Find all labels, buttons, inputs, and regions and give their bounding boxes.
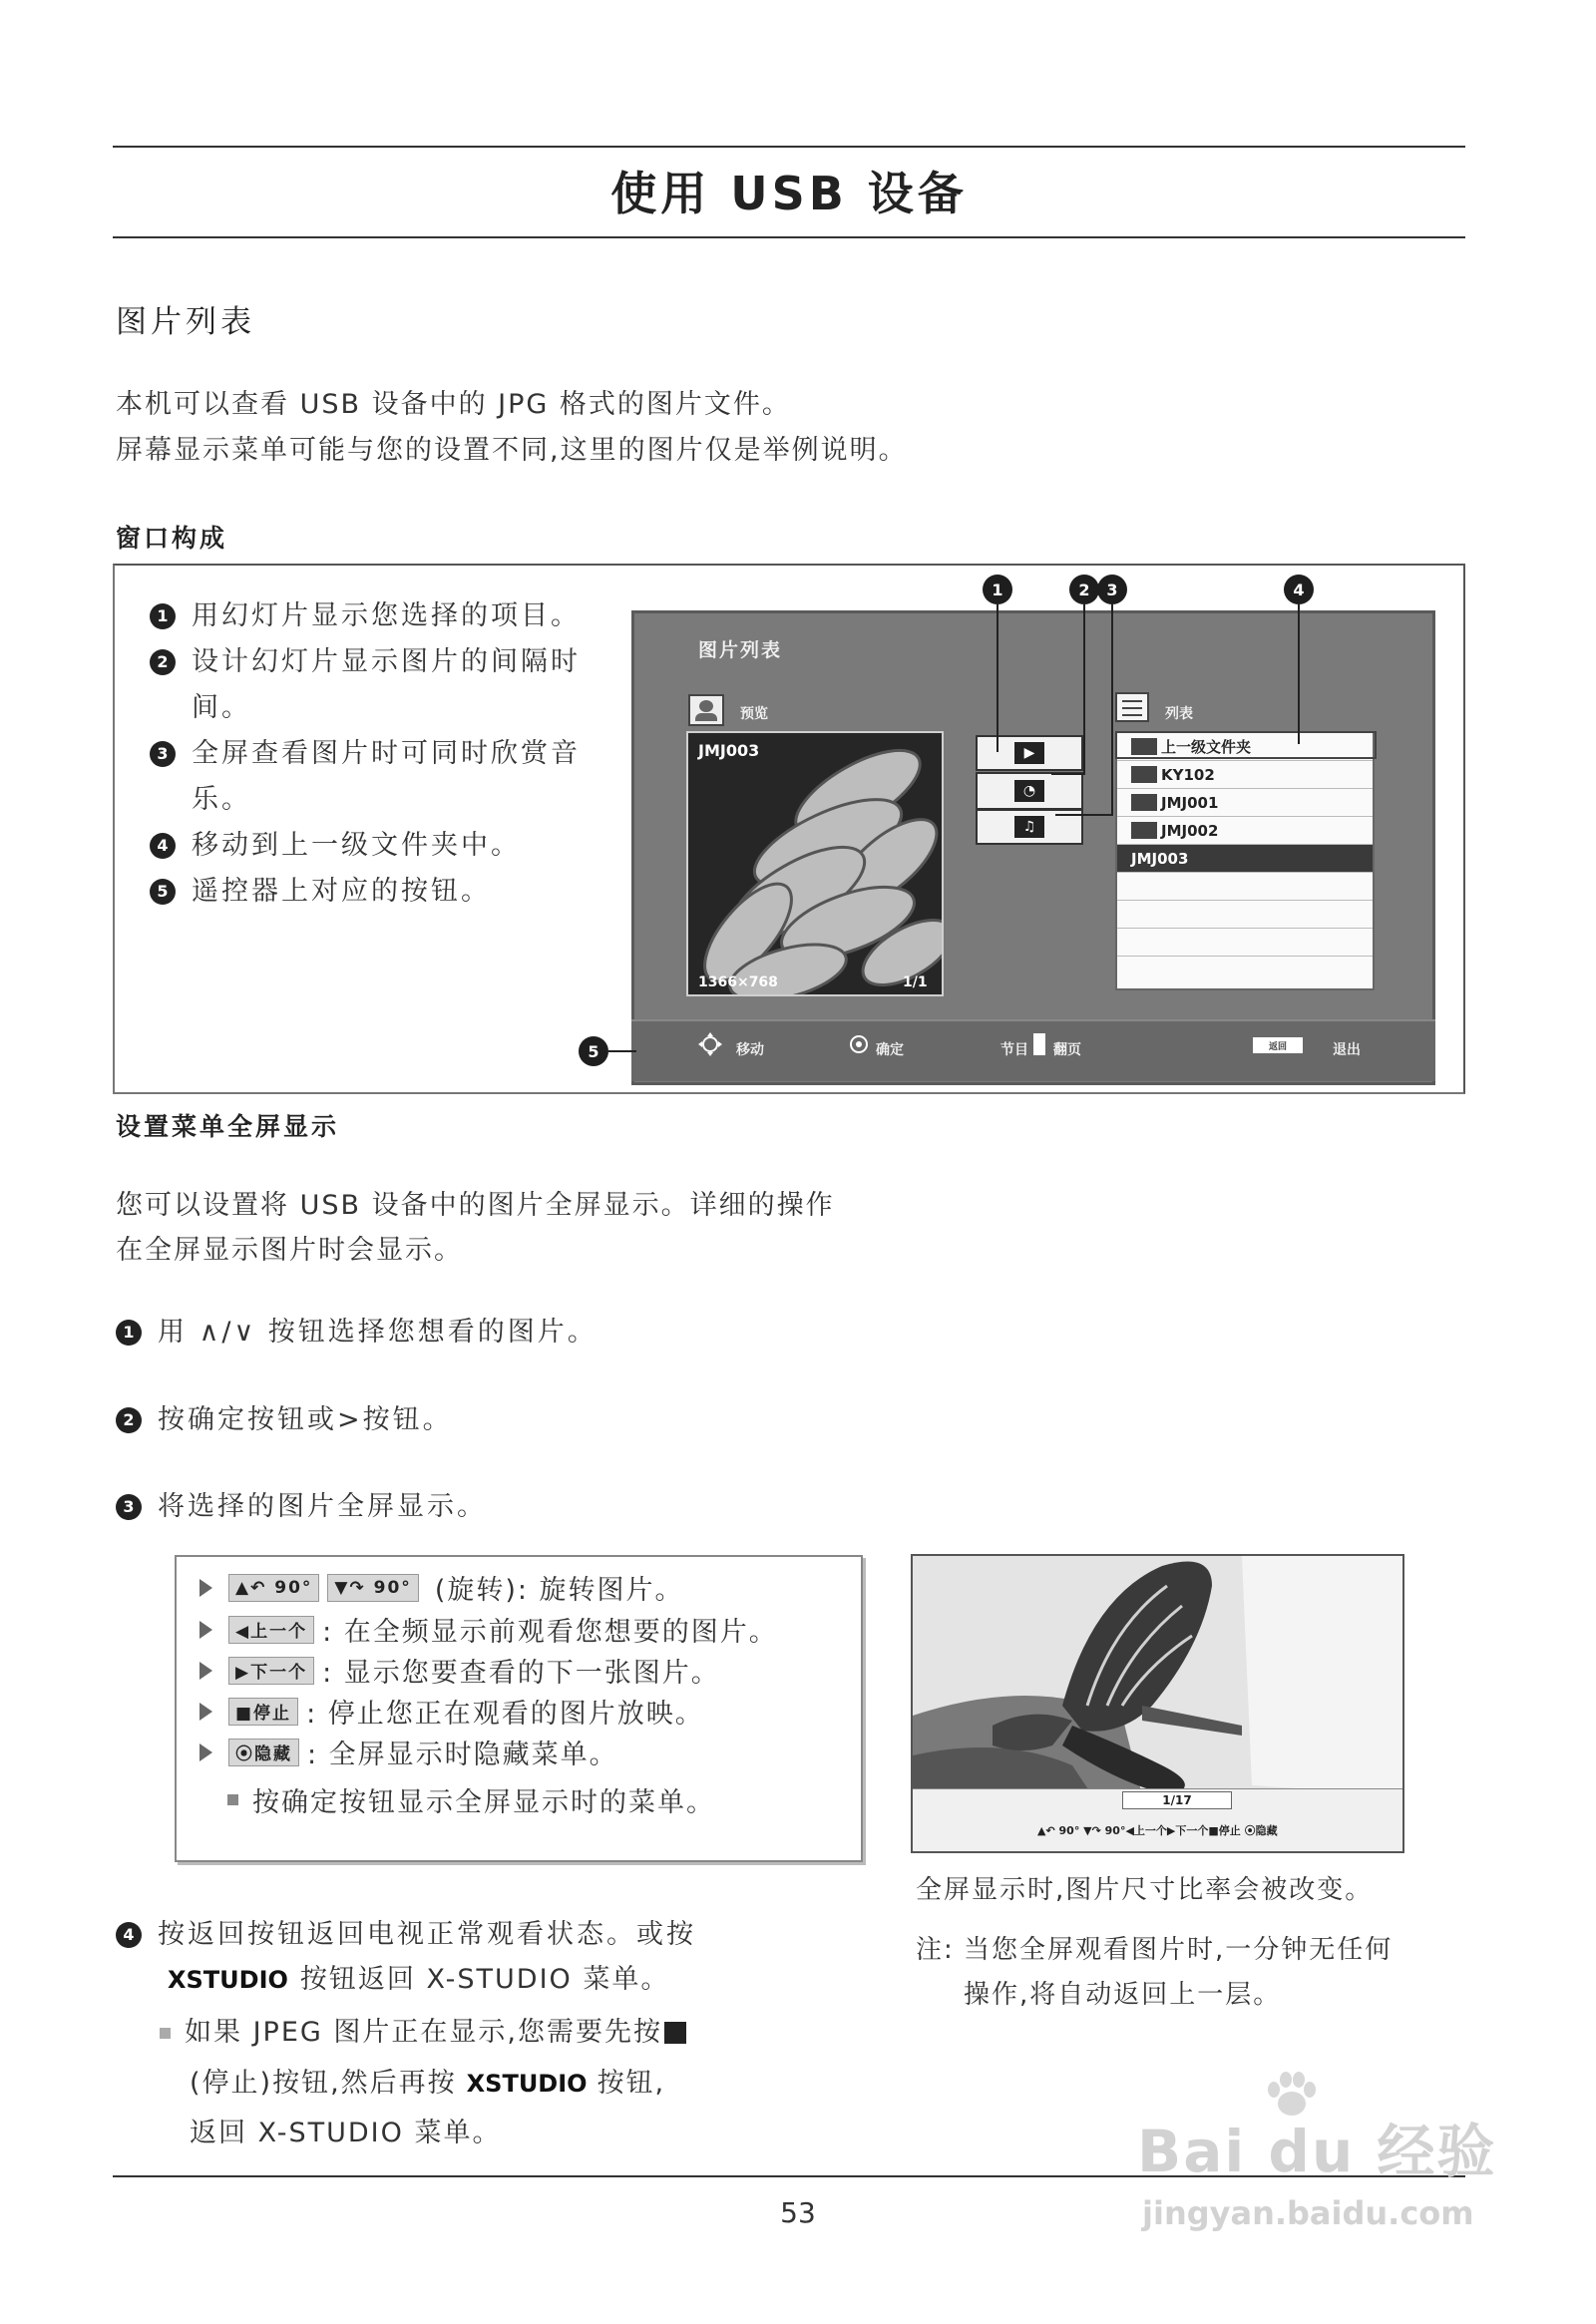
window-item-2-cont: 间。 <box>192 692 251 723</box>
paw-logo-icon <box>1262 2070 1322 2120</box>
parent-folder-highlight <box>1115 731 1377 759</box>
rotate-right-key: ▼↷ 90° <box>327 1574 418 1602</box>
slideshow-button[interactable] <box>976 735 1083 771</box>
callout-line-3 <box>1111 604 1113 816</box>
window-item-5: 5 遥控器上对应的按钮。 <box>150 869 628 915</box>
callout-4: 4 <box>1284 575 1314 604</box>
exit-label: 退出 <box>1333 1042 1361 1058</box>
bullet-square-icon <box>160 2028 171 2039</box>
watermark-brand: Bai du 经验 <box>1137 2118 1497 2185</box>
photo-caption: 全屏显示时,图片尺寸比率会被改变。 <box>916 1875 1374 1905</box>
preview-resolution: 1366×768 <box>698 974 778 990</box>
file-row-empty <box>1117 957 1373 984</box>
fullscreen-page: 1/17 <box>1122 1791 1232 1809</box>
page-number: 53 <box>780 2196 816 2229</box>
list-icon <box>1115 692 1149 722</box>
file-row-parent[interactable]: 上一级文件夹 <box>1117 733 1373 761</box>
file-row-selected[interactable]: JMJ003 <box>1117 845 1373 873</box>
callout-5: 5 <box>579 1036 608 1066</box>
instruction-prev: ◀上一个 : 在全频显示前观看您想要的图片。 <box>200 1610 778 1649</box>
preview-icon <box>688 694 724 726</box>
callout-line-2h <box>1051 773 1085 775</box>
top-rule <box>113 146 1465 148</box>
page-label: 翻页 <box>1053 1042 1081 1058</box>
folder-icon <box>1131 794 1157 811</box>
interval-button[interactable] <box>976 772 1083 810</box>
move-icon <box>698 1032 722 1056</box>
file-row[interactable]: JMJ001 <box>1117 789 1373 817</box>
callout-line-5 <box>608 1050 636 1052</box>
callout-line-1 <box>997 604 998 752</box>
window-item-3-cont: 乐。 <box>192 784 251 815</box>
instruction-rotate: ▲↶ 90° ▼↷ 90° (旋转): 旋转图片。 <box>200 1568 684 1607</box>
window-item-1: 1 用幻灯片显示您选择的项目。 <box>150 593 628 639</box>
exit-key: 返回 <box>1253 1037 1303 1053</box>
ok-icon <box>850 1035 868 1053</box>
next-key: ▶下一个 <box>228 1657 314 1685</box>
preview-label: 预览 <box>740 706 768 722</box>
window-item-2: 2 设计幻灯片显示图片的间隔时 <box>150 639 628 685</box>
fullscreen-heading: 设置菜单全屏显示 <box>116 1112 340 1141</box>
window-heading: 窗口构成 <box>116 524 228 553</box>
step-4: 4 按返回按钮返回电视正常观看状态。或按 <box>116 1912 696 1958</box>
callout-line-2 <box>1083 604 1085 774</box>
fullscreen-intro-2: 在全屏显示图片时会显示。 <box>116 1235 463 1266</box>
bullet-arrow-icon <box>200 1703 212 1721</box>
ok-label: 确定 <box>876 1042 904 1058</box>
callout-1: 1 <box>983 575 1012 604</box>
file-row-empty <box>1117 929 1373 957</box>
window-item-4: 4 移动到上一级文件夹中。 <box>150 823 628 869</box>
instruction-note: 按确定按钮显示全屏显示时的菜单。 <box>227 1780 715 1819</box>
window-item-3: 3 全屏查看图片时可同时欣赏音 <box>150 731 628 777</box>
instruction-stop: ■停止 : 停止您正在观看的图片放映。 <box>200 1692 704 1731</box>
bullet-arrow-icon <box>200 1743 212 1761</box>
section-title: 图片列表 <box>116 304 255 340</box>
note-line-2: 操作,将自动返回上一层。 <box>964 1980 1282 2010</box>
callout-2: 2 <box>1069 575 1099 604</box>
title-rule <box>113 236 1465 238</box>
stop-square-icon <box>664 2022 686 2044</box>
preview-page: 1/1 <box>903 974 928 990</box>
page-title: 使用 USB 设备 <box>610 167 968 220</box>
preview-filename: JMJ003 <box>698 741 760 760</box>
file-row[interactable]: JMJ002 <box>1117 817 1373 845</box>
callout-line-3h <box>1055 814 1113 816</box>
file-row-empty <box>1117 901 1373 929</box>
music-icon: ♫ <box>1014 816 1044 838</box>
window-items-list <box>150 593 628 915</box>
folder-icon <box>1131 766 1157 783</box>
channel-key-icon <box>1033 1033 1045 1055</box>
list-label: 列表 <box>1165 706 1193 722</box>
step-3: 3 将选择的图片全屏显示。 <box>116 1484 487 1530</box>
step-4-cont: XSTUDIO 按钮返回 X-STUDIO 菜单。 <box>168 1957 669 2003</box>
bullet-square-icon <box>227 1794 238 1805</box>
intro-line-2: 屏幕显示菜单可能与您的设置不同,这里的图片仅是举例说明。 <box>116 435 908 466</box>
prev-key: ◀上一个 <box>228 1616 314 1644</box>
clock-icon: ◔ <box>1014 780 1044 802</box>
xstudio-logo: XSTUDIO <box>168 1966 288 1994</box>
move-label: 移动 <box>736 1042 764 1058</box>
callout-3: 3 <box>1097 575 1127 604</box>
hide-key: ⦿隐藏 <box>228 1739 299 1766</box>
step-1: 1 用 ∧/∨ 按钮选择您想看的图片。 <box>116 1310 598 1356</box>
callout-line-4 <box>1298 604 1300 744</box>
page-prefix: 节目 <box>1000 1042 1028 1058</box>
instruction-hide: ⦿隐藏 : 全屏显示时隐藏菜单。 <box>200 1733 618 1771</box>
file-list <box>1115 731 1375 990</box>
xstudio-logo: XSTUDIO <box>466 2070 588 2098</box>
step-4-note-3: 返回 X-STUDIO 菜单。 <box>190 2118 502 2148</box>
note-label: 注: <box>916 1935 955 1965</box>
folder-icon <box>1131 822 1157 839</box>
step-2: 2 按确定按钮或>按钮。 <box>116 1397 453 1443</box>
file-row[interactable]: KY102 <box>1117 761 1373 789</box>
watermark-url: jingyan.baidu.com <box>1142 2194 1474 2232</box>
preview-image <box>686 731 944 996</box>
bullet-arrow-icon <box>200 1662 212 1680</box>
rotate-left-key: ▲↶ 90° <box>228 1574 319 1602</box>
instruction-next: ▶下一个 : 显示您要查看的下一张图片。 <box>200 1651 720 1690</box>
fullscreen-controls: ▲↶ 90° ▼↷ 90°◀上一个▶下一个■停止 ⦿隐藏 <box>1037 1824 1278 1837</box>
step-4-note-2: (停止)按钮,然后再按 XSTUDIO 按钮, <box>190 2061 665 2107</box>
note-line-1: 当您全屏观看图片时,一分钟无任何 <box>964 1935 1394 1965</box>
bullet-arrow-icon <box>200 1621 212 1639</box>
screen-title: 图片列表 <box>698 639 783 661</box>
step-4-note-1: 如果 JPEG 图片正在显示,您需要先按 <box>160 2010 688 2056</box>
play-icon: ▶ <box>1014 742 1044 764</box>
stop-key: ■停止 <box>228 1698 298 1726</box>
file-row-empty <box>1117 873 1373 901</box>
intro-line-1: 本机可以查看 USB 设备中的 JPG 格式的图片文件。 <box>116 389 791 420</box>
fullscreen-intro-1: 您可以设置将 USB 设备中的图片全屏显示。详细的操作 <box>116 1190 835 1221</box>
bullet-arrow-icon <box>200 1579 212 1597</box>
